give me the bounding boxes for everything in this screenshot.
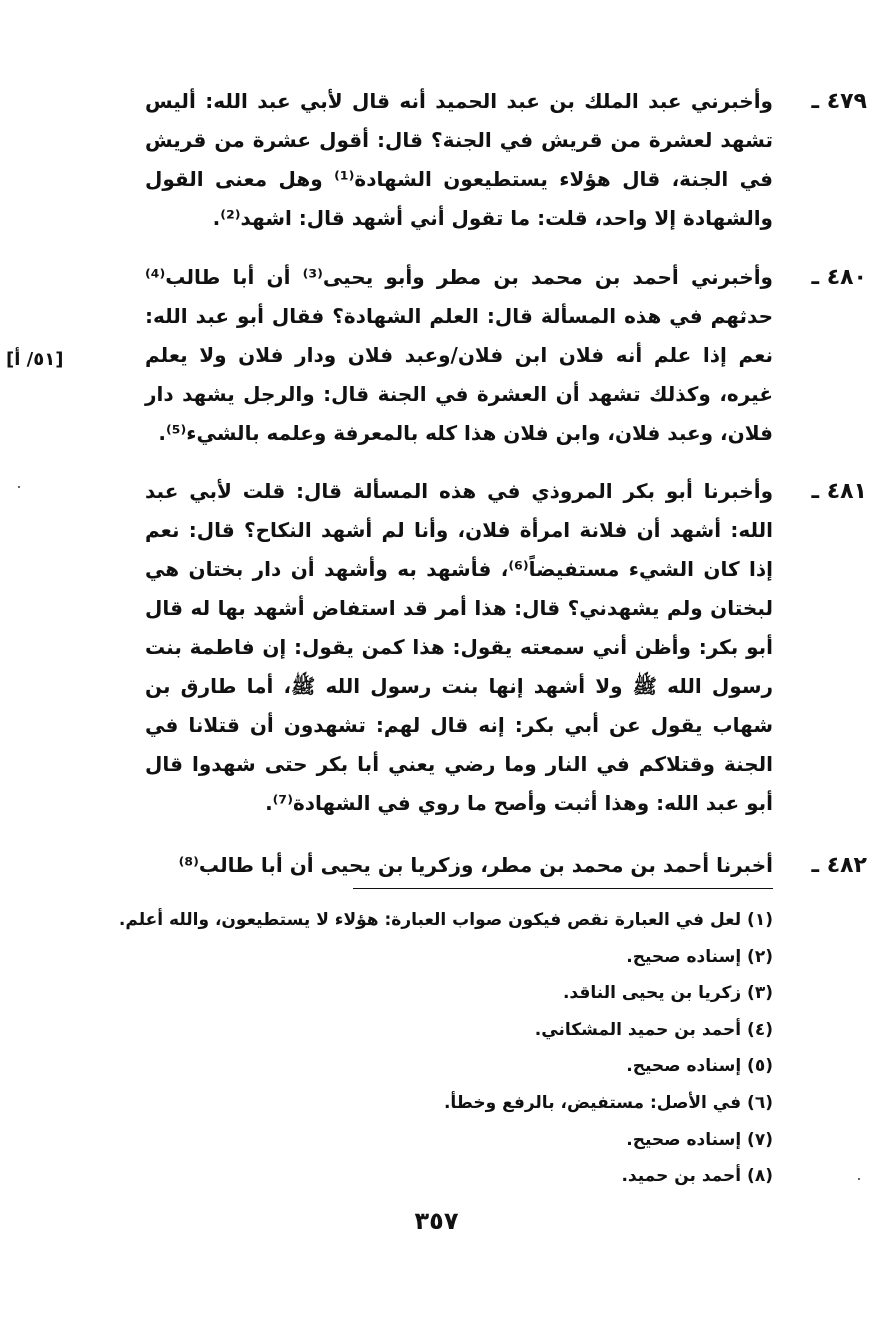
- entry-number-482: ٤٨٢ ـ: [811, 853, 867, 878]
- footnote-5: (٥) إسناده صحيح.: [626, 1056, 773, 1077]
- entry-482-text: أخبرنا أحمد بن محمد بن مطر، وزكريا بن يحيى أن أبا طالب⁽⁸⁾: [178, 853, 773, 877]
- footnote-4: (٤) أحمد بن حميد المشكاني.: [534, 1019, 773, 1040]
- footnote-3: (٣) زكريا بن يحيى الناقد.: [562, 983, 773, 1004]
- scan-speck: [18, 486, 20, 488]
- footnotes-block: [118, 902, 773, 1195]
- footnote-separator: [353, 888, 773, 889]
- manuscript-folio-marker: [٥١/ أ]: [6, 349, 64, 370]
- entry-number-479: ٤٧٩ ـ: [811, 89, 867, 114]
- scan-speck: [858, 1178, 860, 1180]
- page-number: ٣٥٧: [414, 1207, 459, 1235]
- footnote-2: (٢) إسناده صحيح.: [626, 946, 773, 967]
- footnote-1: (١) لعل في العبارة نقص فيكون صواب العبارة: هؤلاء لا يستطيعون، والله أعلم.: [118, 910, 773, 930]
- footnote-7: (٧) إسناده صحيح.: [626, 1129, 773, 1150]
- entry-481-text: وأخبرنا أبو بكر المروذي في هذه المسألة قال: قلت لأبي عبد الله: أشهد أن فلانة امرأة فلان، وأنا لم أشهد النكاح؟ قال: نعم إذا كان الشيء مستفيضاً⁽⁶⁾، فأشهد به وأشهد أن دار بختان هي لبختان ولم يشهدني؟ قال: هذا أمر قد استفاض أشهد بها له قال أبو بكر: وأظن أني سمعته يقول: هذا كمن يقول: إن فاطمة بنت رسول الله ﷺ ولا أشهد إنها بنت رسول الله ﷺ، أما طارق بن شهاب يقول عن أبي بكر: إنه قال لهم: تشهدون أن قتلانا في الجنة وقتلاكم في النار وما رضي يعني أبا بكر حتى شهدوا قال أبو عبد الله: وهذا أثبت وأصح ما روي في الشهادة⁽⁷⁾.: [145, 479, 773, 815]
- footnote-6: (٦) في الأصل: مستفيض، بالرفع وخطأ.: [443, 1092, 773, 1113]
- entry-480-text: وأخبرني أحمد بن محمد بن مطر وأبو يحيى⁽³⁾ أن أبا طالب⁽⁴⁾ حدثهم في هذه المسألة قال: العلم الشهادة؟ فقال أبو عبد الله: نعم إذا علم أنه فلان ابن فلان/وعبد فلان ودار فلان ولا يعلم غيره، وكذلك تشهد أن العشرة في الجنة قال: والرجل يشهد دار فلان، وعبد فلان، وابن فلان هذا كله بالمعرفة وعلمه بالشيء⁽⁵⁾.: [145, 265, 773, 445]
- entry-number-481: ٤٨١ ـ: [811, 479, 867, 504]
- entry-number-480: ٤٨٠ ـ: [811, 265, 867, 290]
- footnote-8: (٨) أحمد بن حميد.: [621, 1166, 773, 1187]
- entry-479-text: وأخبرني عبد الملك بن عبد الحميد أنه قال لأبي عبد الله: أليس تشهد لعشرة من قريش في الجنة؟ قال: أقول عشرة من قريش في الجنة، قال هؤلاء يستطيعون الشهادة⁽¹⁾ وهل معنى القول والشهادة إلا واحد، قلت: ما تقول أني أشهد قال: اشهد⁽²⁾.: [145, 89, 773, 230]
